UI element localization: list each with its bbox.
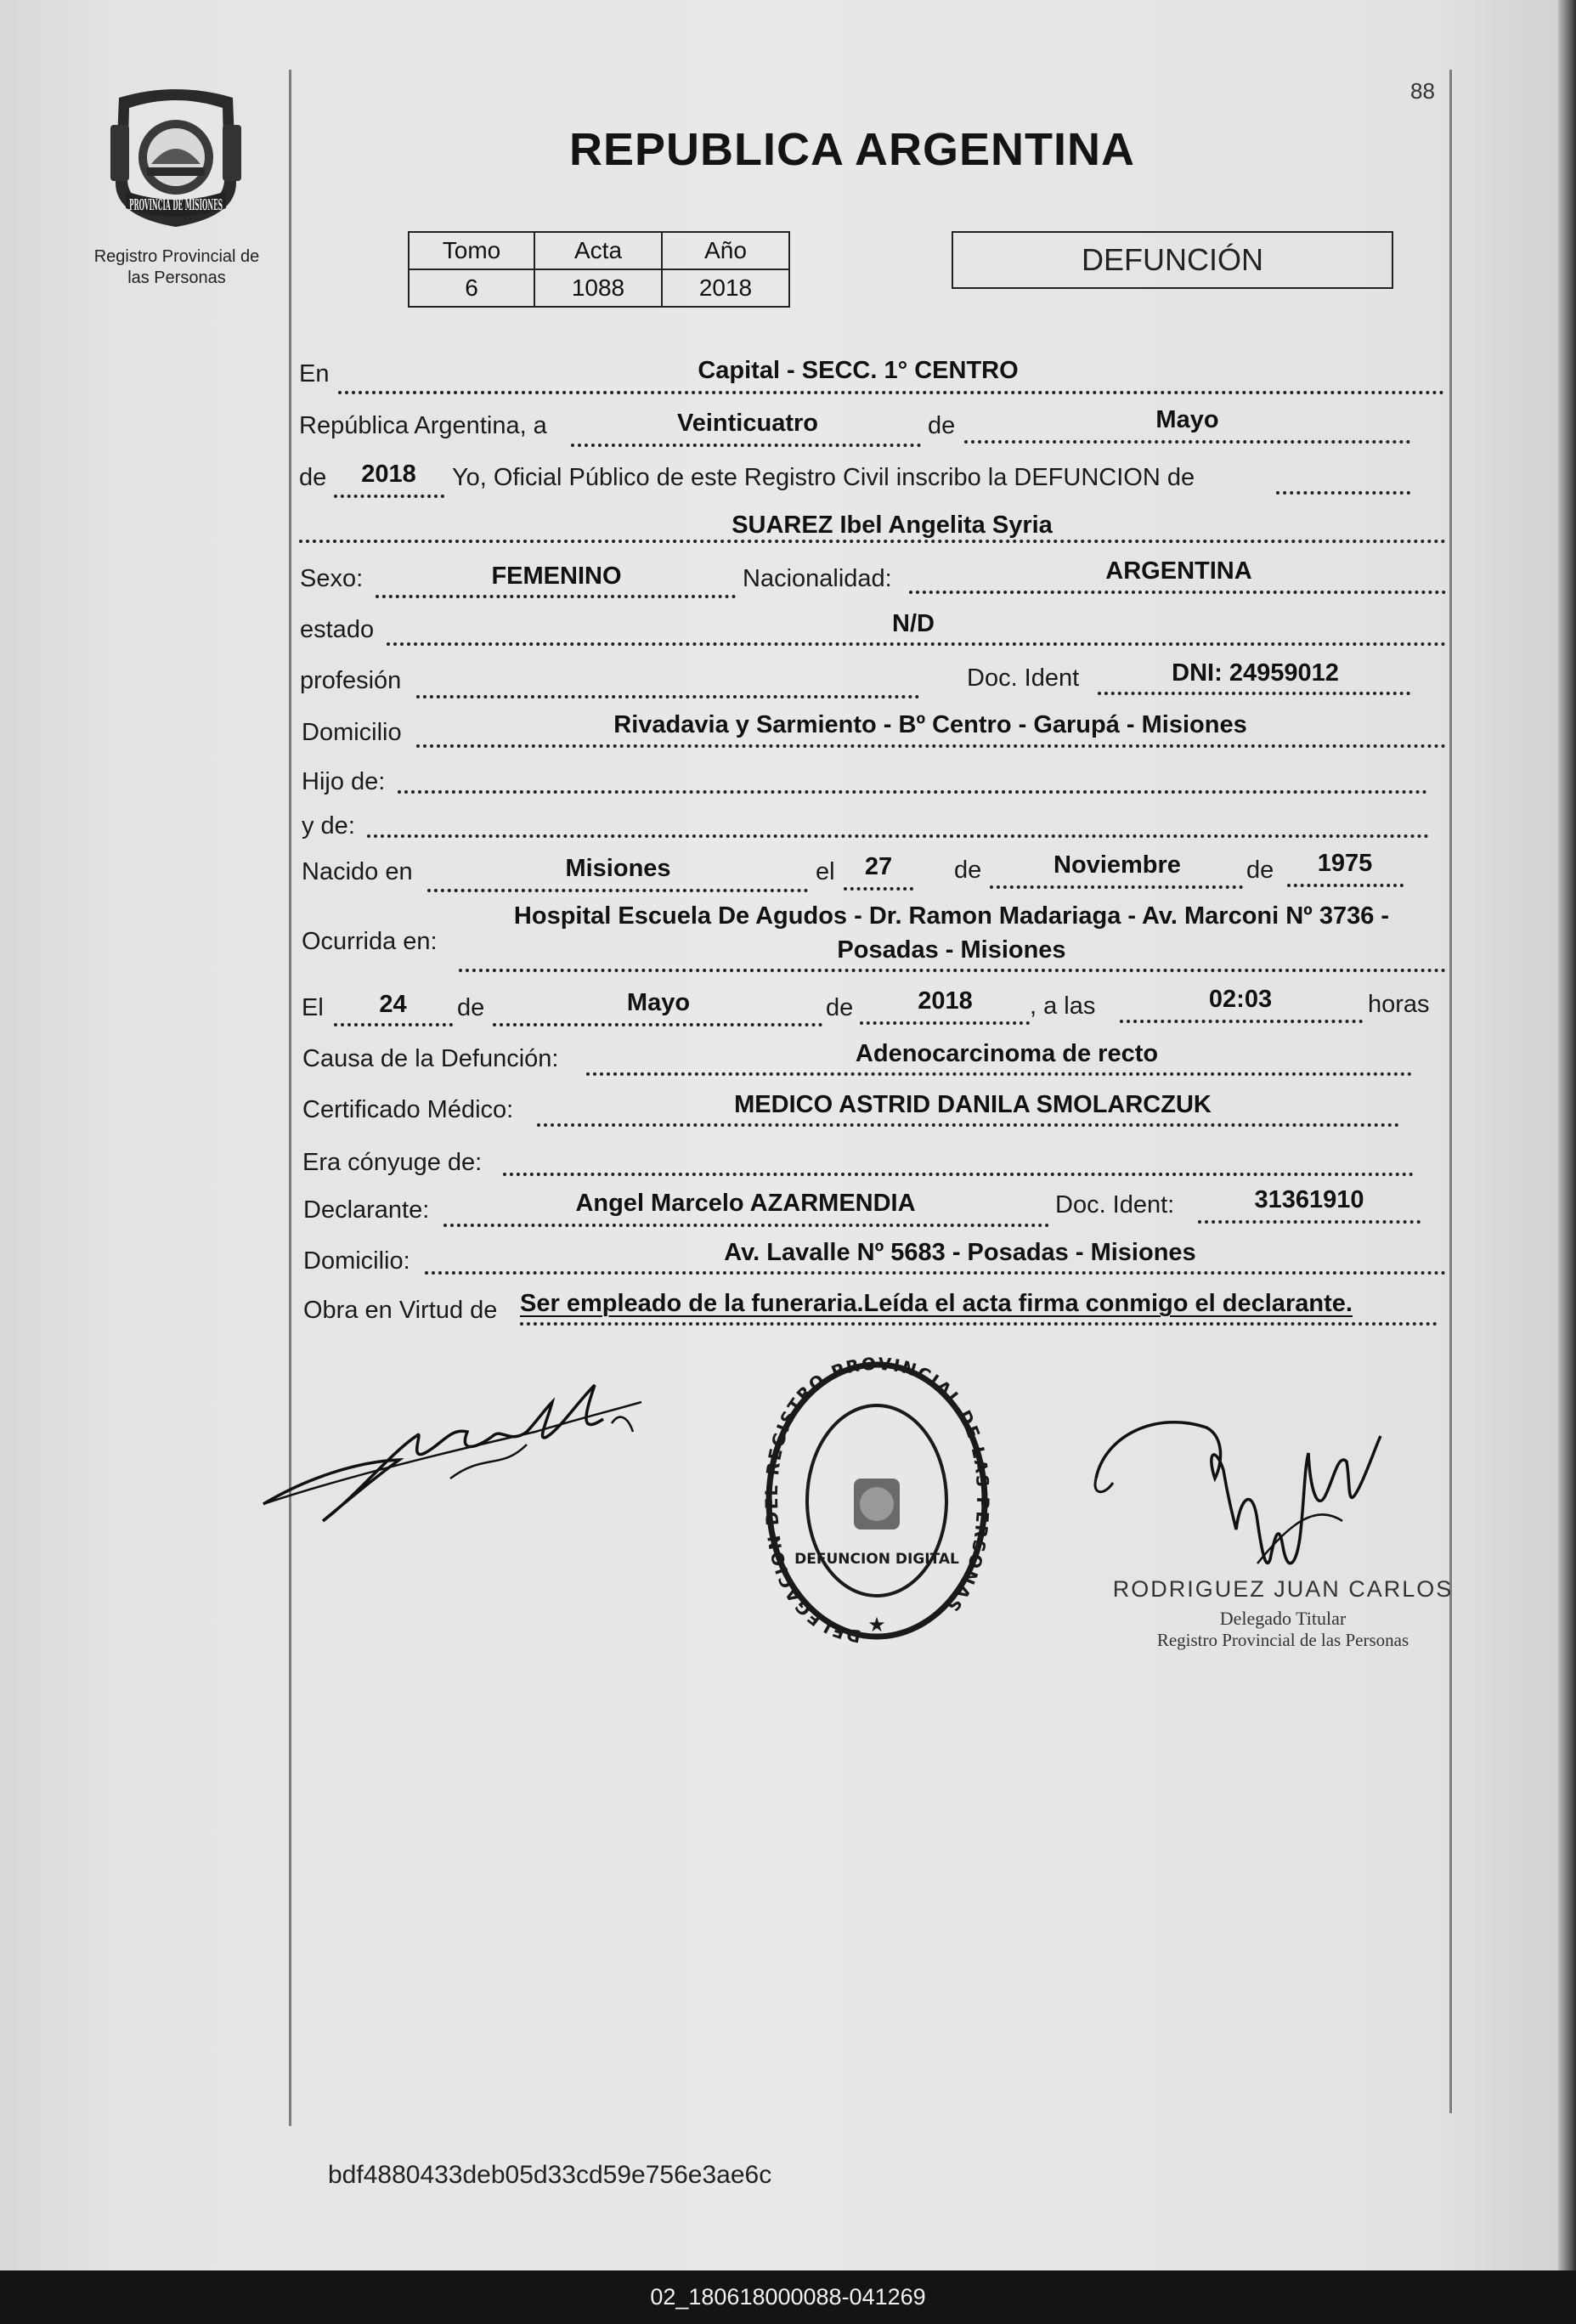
register-value-anio: 2018 (662, 269, 789, 307)
doc-ident2-value: 31361910 (1254, 1186, 1364, 1213)
death-year-value: 2018 (918, 987, 973, 1015)
birth-day-value: 27 (864, 853, 893, 880)
domicilio2-value: Av. Lavalle Nº 5683 - Posadas - Misiones (724, 1239, 1196, 1266)
register-table (408, 231, 790, 308)
conyuge-dotted-line (503, 1173, 1414, 1176)
causa-label: Causa de la Defunción: (302, 1045, 559, 1072)
file-id-strip: 02_180618000088-041269 (0, 2270, 1576, 2324)
declarante-label: Declarante: (303, 1196, 430, 1224)
seal-inner-text: DEFUNCION DIGITAL (794, 1551, 959, 1568)
death-year-dotted-line (860, 1021, 1030, 1025)
deceased-name-value: SUAREZ Ibel Angelita Syria (732, 512, 1053, 539)
death-month-dotted-line (493, 1023, 822, 1026)
alas-label: , a las (1030, 992, 1096, 1020)
svg-text:★: ★ (867, 1613, 886, 1637)
record-type-box: DEFUNCIÓN (952, 231, 1393, 289)
domicilio2-dotted-line (425, 1271, 1446, 1275)
de-label-5: de (457, 994, 485, 1021)
day-dotted-line (571, 444, 921, 447)
doc-ident-dotted-line (1098, 692, 1410, 695)
obra-dotted-line (520, 1322, 1438, 1326)
en-label: En (299, 360, 330, 387)
official-seal (760, 1351, 994, 1657)
month-value: Mayo (1155, 406, 1219, 433)
name-dotted-line (299, 540, 1446, 543)
register-value-tomo: 6 (409, 269, 534, 307)
birth-day-dotted-line (844, 887, 913, 891)
de-label-3: de (954, 857, 982, 884)
birth-month-dotted-line (990, 885, 1243, 889)
doc-ident-value: DNI: 24959012 (1172, 659, 1339, 687)
officer-office: Registro Provincial de las Personas (1156, 1630, 1409, 1650)
registry-label-line2: las Personas (127, 269, 226, 287)
ocurrida-dotted-line (459, 969, 1446, 972)
month-dotted-line (964, 440, 1410, 444)
sexo-label: Sexo: (300, 565, 364, 592)
inscribo-text: Yo, Oficial Público de este Registro Civil inscribo la DEFUNCION de (452, 464, 1195, 491)
declarante-value: Angel Marcelo AZARMENDIA (575, 1190, 916, 1217)
registry-label (75, 246, 279, 289)
register-header-anio: Año (662, 232, 789, 269)
declarante-dotted-line (443, 1224, 1049, 1227)
page-number: 88 (1410, 78, 1435, 104)
ocurrida-label: Ocurrida en: (302, 928, 438, 955)
register-value-row (409, 269, 789, 307)
inscribo-dotted-line (1276, 491, 1410, 495)
sexo-dotted-line (376, 595, 736, 598)
nacionalidad-label: Nacionalidad: (743, 565, 892, 592)
year-value: 2018 (361, 461, 416, 488)
causa-value: Adenocarcinoma de recto (855, 1040, 1159, 1067)
domicilio2-label: Domicilio: (303, 1247, 410, 1275)
doc-ident2-dotted-line (1198, 1220, 1421, 1224)
document-hash: bdf4880433deb05d33cd59e756e3ae6c (328, 2161, 772, 2189)
hijo-dotted-line (398, 790, 1427, 794)
death-month-value: Mayo (626, 989, 691, 1016)
registry-label-line1: Registro Provincial de (93, 247, 260, 266)
left-margin-line (289, 70, 291, 2126)
officer-signature (1087, 1402, 1427, 1589)
domicilio-label: Domicilio (302, 719, 402, 746)
register-header-tomo: Tomo (409, 232, 534, 269)
seal-ring-text: DELEGACION DEL REGISTRO PROVINCIAL DE LAS PERSONAS (760, 1353, 994, 1648)
death-day-value: 24 (379, 991, 407, 1018)
de-label-2: de (299, 464, 327, 491)
hijo-label: Hijo de: (302, 768, 386, 795)
obra-label: Obra en Virtud de (303, 1297, 498, 1324)
nacido-dotted-line (427, 889, 808, 892)
domicilio-value: Rivadavia y Sarmiento - Bº Centro - Garupá - Misiones (613, 711, 1247, 738)
emblem-banner-text: PROVINCIA DE MISIONES (129, 196, 223, 214)
de-label-1: de (928, 412, 956, 439)
y-de-dotted-line (367, 834, 1429, 838)
birth-year-dotted-line (1287, 884, 1404, 887)
doc-ident2-label: Doc. Ident: (1055, 1191, 1175, 1219)
register-value-acta: 1088 (534, 269, 662, 307)
estado-dotted-line (387, 642, 1446, 646)
certificado-value: MEDICO ASTRID DANILA SMOLARCZUK (734, 1091, 1212, 1118)
republica-label: República Argentina, a (299, 412, 547, 439)
birth-year-value: 1975 (1317, 850, 1373, 877)
document-title: REPUBLICA ARGENTINA (569, 124, 1135, 175)
register-header-acta: Acta (534, 232, 662, 269)
death-time-dotted-line (1120, 1020, 1363, 1023)
death-day-dotted-line (334, 1023, 453, 1026)
horas-label: horas (1368, 991, 1430, 1018)
conyuge-label: Era cónyuge de: (302, 1149, 483, 1176)
el-label: el (816, 858, 835, 885)
officer-name: RODRIGUEZ JUAN CARLOS (1112, 1576, 1454, 1602)
ocurrida-line1: Hospital Escuela De Agudos - Dr. Ramon Madariaga - Av. Marconi Nº 3736 - (513, 902, 1390, 930)
place-value: Capital - SECC. 1° CENTRO (698, 357, 1019, 384)
de-label-6: de (826, 994, 854, 1021)
year-dotted-line (334, 495, 444, 498)
de-label-4: de (1246, 857, 1274, 884)
certificado-label: Certificado Médico: (302, 1096, 514, 1123)
death-time-value: 02:03 (1208, 986, 1273, 1013)
sexo-value: FEMENINO (491, 563, 622, 590)
doc-ident-label: Doc. Ident (967, 664, 1080, 692)
estado-value: N/D (892, 610, 935, 637)
province-emblem (109, 81, 243, 229)
officer-title: Delegado Titular (1219, 1608, 1347, 1629)
nacionalidad-dotted-line (909, 591, 1446, 594)
profesion-dotted-line (416, 695, 919, 698)
birth-month-value: Noviembre (1053, 851, 1181, 879)
register-header-row (409, 232, 789, 269)
domicilio-dotted-line (416, 744, 1446, 748)
page-edge-shadow (1558, 0, 1576, 2270)
profesion-label: profesión (300, 667, 402, 694)
obra-value: Ser empleado de la funeraria.Leída el acta firma conmigo el declarante. (520, 1290, 1353, 1317)
declarant-signature (255, 1351, 654, 1534)
nacido-label: Nacido en (302, 858, 413, 885)
estado-label: estado (300, 616, 375, 643)
certificado-dotted-line (537, 1123, 1399, 1127)
el2-label: El (302, 994, 324, 1021)
right-margin-line (1449, 70, 1452, 2113)
causa-dotted-line (586, 1072, 1412, 1076)
nacido-value: Misiones (565, 855, 671, 882)
ocurrida-line2: Posadas - Misiones (837, 936, 1066, 964)
nacionalidad-value: ARGENTINA (1105, 557, 1252, 585)
en-dotted-line (338, 391, 1444, 394)
day-value: Veinticuatro (677, 410, 818, 437)
y-de-label: y de: (302, 812, 355, 840)
officer-stamp (1104, 1576, 1461, 1651)
